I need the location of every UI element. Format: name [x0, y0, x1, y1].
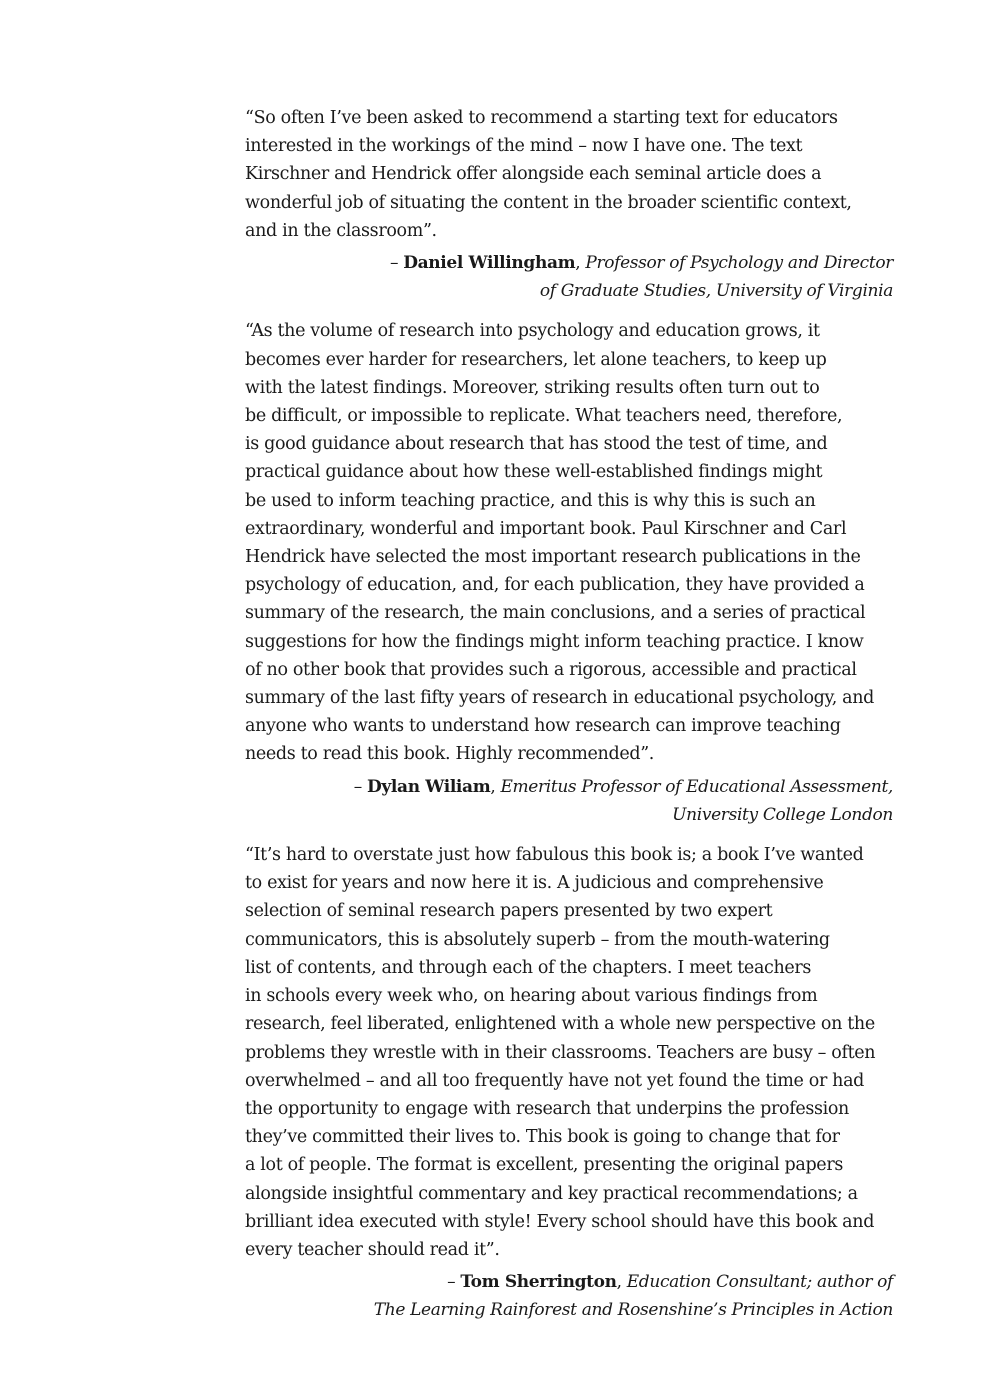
quote-line: Hendrick have selected the most important research publications in the [245, 547, 861, 568]
quote-line: a lot of people. The format is excellent, presenting the original papers [245, 1155, 843, 1176]
quote-line: every teacher should read it”. [245, 1239, 500, 1260]
attribution-separator: , [616, 1272, 627, 1293]
endorsement-sherrington [245, 841, 893, 1324]
attribution [245, 773, 893, 829]
quote-line: research, feel liberated, enlightened with a whole new perspective on the [245, 1014, 875, 1035]
quote-line: is good guidance about research that has stood the test of time, and [245, 434, 828, 455]
quote-line: becomes ever harder for researchers, let alone teachers, to keep up [245, 349, 827, 370]
author-role: Professor of Psychology and Director [585, 253, 893, 274]
quote-line: be used to inform teaching practice, and this is why this is such an [245, 490, 816, 511]
attribution [245, 249, 893, 305]
quote-line: they’ve committed their lives to. This book is going to change that for [245, 1127, 840, 1148]
quote-line: “It’s hard to overstate just how fabulous this book is; a book I’ve wanted [245, 845, 864, 866]
quote-line: the opportunity to engage with research that underpins the profession [245, 1098, 849, 1119]
quote-line: summary of the last fifty years of research in educational psychology, and [245, 688, 875, 709]
attribution-separator: , [575, 253, 586, 274]
quote-line: list of contents, and through each of the chapters. I meet teachers [245, 957, 812, 978]
quote-text [245, 104, 893, 245]
quote-line: selection of seminal research papers presented by two expert [245, 901, 773, 922]
quote-line: summary of the research, the main conclusions, and a series of practical [245, 603, 866, 624]
quote-line: suggestions for how the findings might inform teaching practice. I know [245, 631, 864, 652]
author-role-continued: of Graduate Studies, University of Virginia [539, 281, 893, 302]
quote-line: needs to read this book. Highly recommended”. [245, 744, 655, 765]
quote-line: extraordinary, wonderful and important book. Paul Kirschner and Carl [245, 518, 847, 539]
attribution-dash: – [447, 1272, 461, 1293]
author-name: Daniel Willingham [403, 253, 576, 274]
author-role: Education Consultant; author of [626, 1272, 893, 1293]
quote-line: “So often I’ve been asked to recommend a starting text for educators [245, 108, 838, 128]
attribution-dash: – [353, 776, 367, 797]
author-role-continued: University College London [672, 804, 893, 825]
quote-line: overwhelmed – and all too frequently have not yet found the time or had [245, 1070, 865, 1091]
attribution [245, 1268, 893, 1324]
endorsement-willingham [245, 104, 893, 305]
quote-line: with the latest findings. Moreover, striking results often turn out to [245, 377, 820, 398]
quote-line: to exist for years and now here it is. A judicious and comprehensive [245, 873, 824, 894]
quote-line: communicators, this is absolutely superb – from the mouth-watering [245, 929, 830, 950]
attribution-separator: , [490, 776, 501, 797]
quote-line: Kirschner and Hendrick offer alongside each seminal article does a [245, 164, 822, 185]
quote-line: problems they wrestle with in their classrooms. Teachers are busy – often [245, 1042, 876, 1063]
quote-line: be difficult, or impossible to replicate. What teachers need, therefore, [245, 406, 843, 427]
quote-text [245, 841, 893, 1264]
endorsements-page [245, 104, 893, 1325]
quote-line: brilliant idea executed with style! Every school should have this book and [245, 1211, 875, 1232]
author-name: Tom Sherrington [460, 1272, 617, 1293]
quote-line: anyone who wants to understand how research can improve teaching [245, 716, 841, 737]
endorsement-wiliam [245, 317, 893, 829]
attribution-dash: – [389, 253, 404, 274]
quote-line: alongside insightful commentary and key practical recommendations; a [245, 1183, 858, 1204]
quote-line: and in the classroom”. [245, 220, 437, 241]
quote-line: wonderful job of situating the content in the broader scientific context, [245, 192, 852, 213]
quote-text [245, 317, 893, 768]
quote-line: interested in the workings of the mind – now I have one. The text [245, 136, 803, 157]
author-name: Dylan Wiliam [367, 776, 491, 797]
author-role-continued: The Learning Rainforest and Rosenshine’s Principles in Action [373, 1300, 893, 1321]
quote-line: practical guidance about how these well-established findings might [245, 462, 823, 483]
quote-line: psychology of education, and, for each publication, they have provided a [245, 575, 865, 596]
quote-line: in schools every week who, on hearing about various findings from [245, 986, 818, 1007]
quote-line: of no other book that provides such a rigorous, accessible and practical [245, 659, 857, 680]
author-role: Emeritus Professor of Educational Assessment, [500, 776, 893, 797]
quote-line: “As the volume of research into psychology and education grows, it [245, 321, 820, 342]
